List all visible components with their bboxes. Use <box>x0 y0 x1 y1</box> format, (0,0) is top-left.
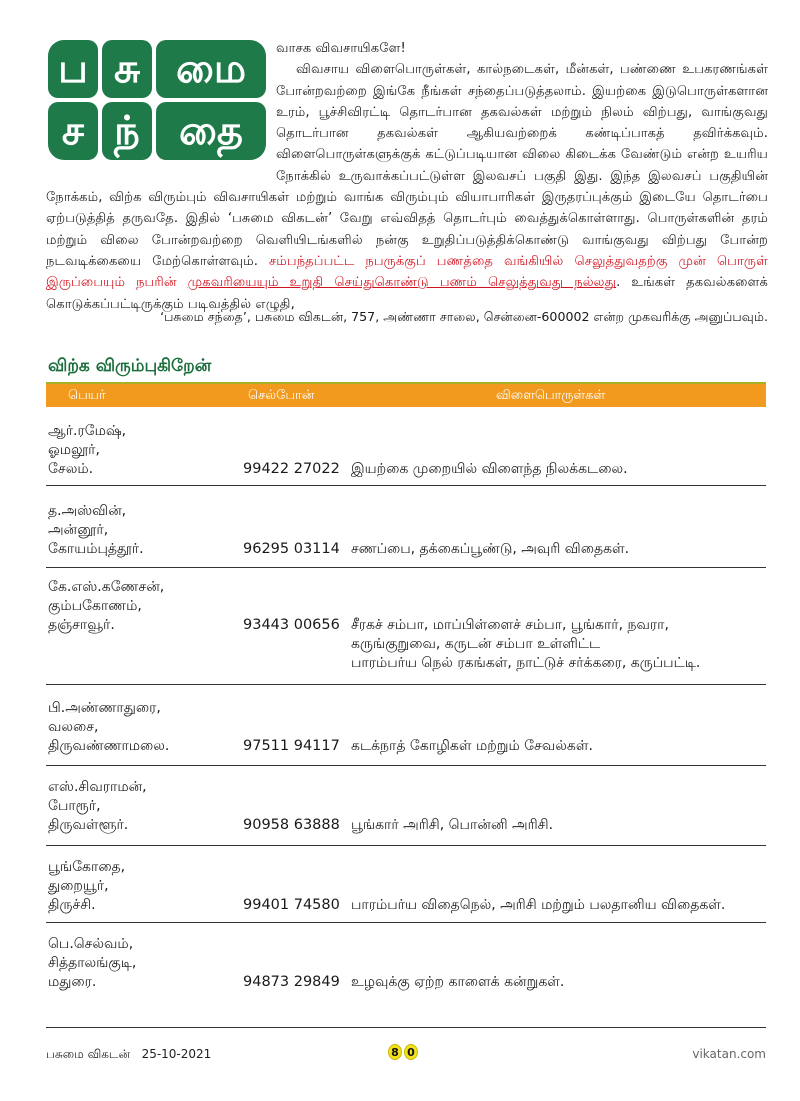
column-header-products: விளைபொருள்கள் <box>496 387 606 403</box>
logo-tile: மை <box>156 40 266 98</box>
logo-tile: ப <box>48 40 98 98</box>
seller-products: பாரம்பர்ய விதைநெல், அரிசி மற்றும் பலதானிய விதைகள். <box>351 897 726 913</box>
seller-phone: 99401 74580 <box>243 897 340 913</box>
seller-phone: 90958 63888 <box>243 817 340 833</box>
logo-spacer <box>46 38 276 186</box>
warning-text-underlined: முகவரியையும் உறுதி செய்துகொண்டு பணம் செலுத்துவது நல்லது <box>187 275 617 291</box>
table-row <box>46 923 766 1028</box>
seller-phone: 99422 27022 <box>243 461 340 477</box>
seller-phone: 96295 03114 <box>243 541 340 557</box>
warning-text: சம்பந்தப்பட்ட நபருக்குப் பணத்தை வங்கியில் செலுத்துவதற்கு முன் பொருள் இருப்பையும் நபரின் <box>46 253 768 291</box>
logo-tile: சு <box>102 40 152 98</box>
page-digit: 8 <box>388 1044 402 1060</box>
seller-products: கடக்நாத் கோழிகள் மற்றும் சேவல்கள். <box>351 738 593 754</box>
seller-products: சணப்பை, தக்கைப்பூண்டு, அவுரி விதைகள். <box>351 541 630 557</box>
intro-body-end: . உங்கள் தகவல்களைக் கொடுக்கப்பட்டிருக்கும் படிவத்தில் எழுதி, <box>46 275 768 312</box>
intro-paragraph <box>46 38 768 315</box>
seller-products: சீரகச் சம்பா, மாப்பிள்ளைச் சம்பா, பூங்கார், நவரா, கருங்குறுவை, கருடன் சம்பா உள்ளிட்ட பாரம்பர்ய நெல் ரகங்கள், நாட்டுச் சர்க்கரை, கருப்பட்டி. <box>351 617 701 671</box>
logo-tile: தை <box>156 102 266 160</box>
seller-name: ஆர்.ரமேஷ், ஓமலூர், சேலம். <box>48 423 127 477</box>
issue-date: 25-10-2021 <box>141 1047 212 1061</box>
seller-name: கே.எஸ்.கணேசன், கும்பகோணம், தஞ்சாவூர். <box>48 579 165 633</box>
seller-phone: 97511 94117 <box>243 738 340 754</box>
publication-name: பசுமை விகடன் <box>46 1047 131 1061</box>
table-header <box>46 382 766 407</box>
table-row <box>46 685 766 766</box>
seller-products: இயற்கை முறையில் விளைந்த நிலக்கடலை. <box>351 461 628 477</box>
postal-address: ‘பசுமை சந்தை’, பசுமை விகடன், 757, அண்ணா சாலை, சென்னை-600002 என்ற முகவரிக்கு அனுப்பவும். <box>160 309 768 324</box>
seller-name: பி.அண்ணாதுரை, வலசை, திருவண்ணாமலை. <box>48 700 170 754</box>
column-header-name: பெயர் <box>68 387 106 403</box>
seller-phone: 94873 29849 <box>243 974 340 990</box>
seller-name: பெ.செல்வம், சித்தாலங்குடி, மதுரை. <box>48 936 137 990</box>
footer-publication <box>46 1047 211 1063</box>
website-link[interactable]: vikatan.com <box>692 1047 766 1061</box>
section-title: விற்க விரும்புகிறேன் <box>48 356 212 376</box>
greeting: வாசக விவசாயிகளே! <box>276 41 406 56</box>
table-row <box>46 766 766 846</box>
table-row <box>46 568 766 685</box>
column-header-phone: செல்போன் <box>248 387 315 403</box>
logo-tile: ந் <box>102 102 152 160</box>
logo-tile: ச <box>48 102 98 160</box>
seller-name: எஸ்.சிவராமன், போரூர், திருவள்ளூர். <box>48 779 147 833</box>
intro-body: விவசாய விளைபொருள்கள், கால்நடைகள், மீன்கள், பண்ணை உபகரணங்கள் போன்றவற்றை இங்கே நீங்கள் சந்தைப்படுத்தலாம். இயற்கை இடுபொருள்களான உரம், பூச்சிவிரட்டி தொடர்பான தகவல்கள் மற்றும் நிலம் விற்பது, வாங்குவது தொடர்பான தகவல்கள் ஆகியவற்றைக் கண்டிப்பாகத் தவிர்க்கவும். விளைபொருள்களுக்குக் கட்டுப்படியான விலை கிடைக்க வேண்டும் என்ற உயரிய நோக்கில் உருவாக்கப்பட்டுள்ள இலவசப் பகுதி இது. இந்த இலவசப் பகுதியின் நோக்கம், விற்க விரும்பும் விவசாயிகள் மற்றும் வாங்க விரும்பும் வியாபாரிகள் இருதரப்புக்கும் இடையே தொடர்பை ஏற்படுத்தித் தருவதே. இதில் ‘பசுமை விகடன்’ வேறு எவ்விதத் தொடர்பும் வைத்துக்கொள்ளாது. பொருள்களின் தரம் மற்றும் விலை போன்றவற்றை வெளியிடங்களில் நன்கு உறுதிப்படுத்திக்கொண்டு வாங்குவது விற்பது போன்ற நடவடிக்கையை மேற்கொள்ளவும். <box>46 62 768 269</box>
seller-name: பூங்கோதை, துறையூர், திருச்சி. <box>48 859 126 913</box>
seller-name: த.அஸ்வின், அன்னூர், கோயம்புத்தூர். <box>48 503 144 557</box>
seller-phone: 93443 00656 <box>243 617 340 633</box>
seller-products: பூங்கார் அரிசி, பொன்னி அரிசி. <box>351 817 554 833</box>
listings-table <box>46 408 766 1028</box>
table-row <box>46 486 766 568</box>
table-row <box>46 408 766 486</box>
table-row <box>46 846 766 923</box>
seller-products: உழவுக்கு ஏற்ற காளைக் கன்றுகள். <box>351 974 565 990</box>
page-number <box>388 1044 418 1060</box>
page-digit: 0 <box>404 1044 418 1060</box>
